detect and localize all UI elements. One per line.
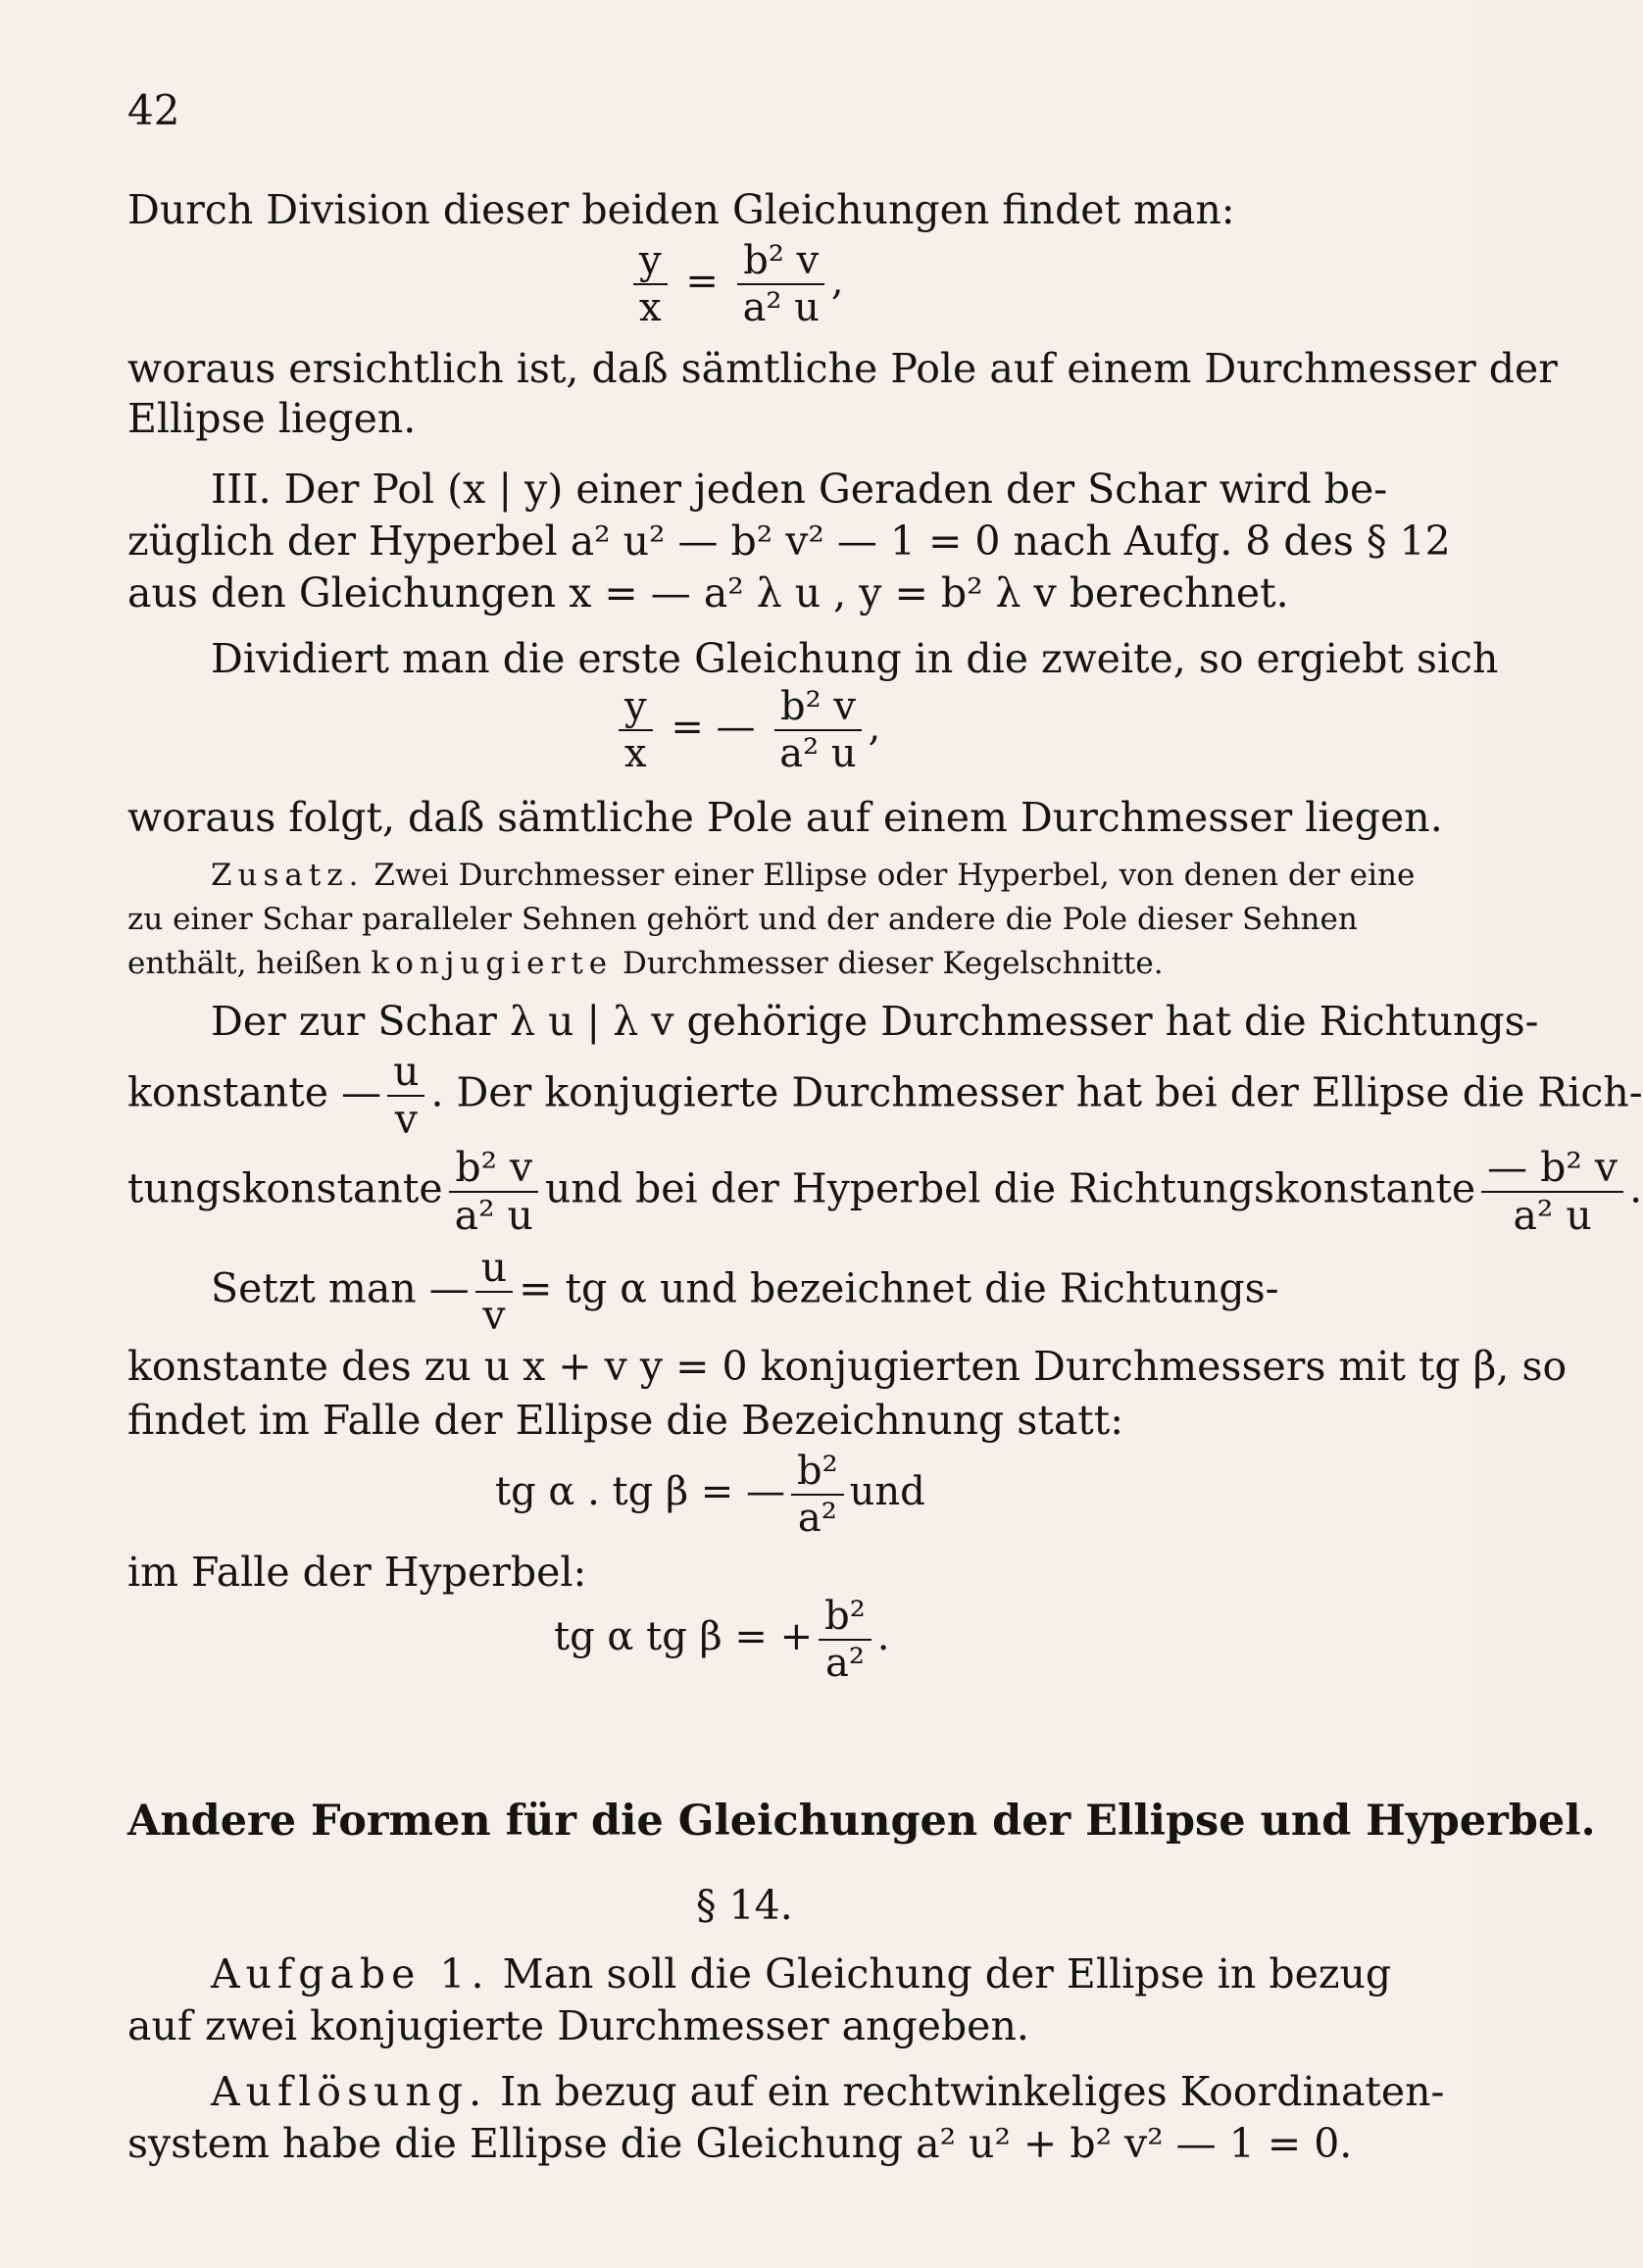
paragraph-line: züglich der Hyperbel a² u² — b² v² — 1 = 0 nach Aufg. 8 des § 12 (127, 518, 1451, 565)
paragraph-line: Setzt man — $\frac{u}{v}$ = tg α und bezeichnet die Richtungs- (211, 1244, 1279, 1340)
paragraph-line: im Falle der Hyperbel: (127, 1549, 587, 1596)
zusatz-line: enthält, heißen konjugierte Durchmesser dieser Kegelschnitte. (127, 946, 1164, 981)
aufloesung-label: Auflösung. (211, 2068, 488, 2115)
zusatz-label: Zusatz. (211, 858, 365, 893)
paragraph-line: woraus ersichtlich ist, daß sämtliche Pole auf einem Durchmesser der (127, 345, 1558, 392)
paragraph-line: konstante — $\frac{u}{v}$ . Der konjugierte Durchmesser hat bei der Ellipse die Rich- (127, 1048, 1643, 1144)
formula-4: tg α tg β = + $\frac{\text{b²}}{\text{a²}}$ . (554, 1594, 890, 1686)
paragraph-line: auf zwei konjugierte Durchmesser angeben. (127, 2002, 1029, 2049)
paragraph-line: Aufgabe 1. Man soll die Gleichung der Ellipse in bezug (211, 1950, 1392, 1997)
paragraph-line: findet im Falle der Ellipse die Bezeichnung statt: (127, 1397, 1124, 1444)
page-number: 42 (127, 86, 180, 134)
paragraph-line: Durch Division dieser beiden Gleichungen findet man: (127, 186, 1235, 233)
zusatz-line: Zusatz. Zwei Durchmesser einer Ellipse oder Hyperbel, von denen der eine (211, 858, 1416, 893)
paragraph-line: system habe die Ellipse die Gleichung a² u² + b² v² — 1 = 0. (127, 2120, 1353, 2167)
paragraph-line: aus den Gleichungen x = — a² λ u , y = b² λ v berechnet. (127, 569, 1289, 616)
paragraph-line: Dividiert man die erste Gleichung in die zweite, so ergiebt sich (211, 635, 1499, 682)
formula-2: $\frac{y}{x}$ = — $\frac{\text{b² v}}{\text{a² u}}$ , (613, 686, 880, 774)
paragraph-line: tungskonstante $\frac{\text{b² v}}{\text{a² u}}$ und bei der Hyperbel die Richtungskonstante $\frac{\text{— b² v}}{\text{a² u}}$ . (127, 1144, 1643, 1240)
formula-3: tg α . tg β = — $\frac{\text{b²}}{\text{a²}}$ und (495, 1449, 925, 1541)
zusatz-line: zu einer Schar paralleler Sehnen gehört und der andere die Pole dieser Sehnen (127, 902, 1358, 937)
section-number: § 14. (696, 1882, 793, 1929)
paragraph-line: Auflösung. In bezug auf ein rechtwinkeliges Koordinaten- (211, 2068, 1445, 2115)
paragraph-line: III. Der Pol (x | y) einer jeden Geraden der Schar wird be- (211, 466, 1388, 513)
aufgabe-label: Aufgabe 1. (211, 1950, 490, 1997)
paragraph-line: woraus folgt, daß sämtliche Pole auf einem Durchmesser liegen. (127, 794, 1443, 841)
paragraph-line: Ellipse liegen. (127, 395, 417, 442)
section-heading: Andere Formen für die Gleichungen der Ellipse und Hyperbel. (127, 1797, 1596, 1846)
formula-1: $\frac{y}{x}$ = $\frac{\text{b² v}}{\text{a² u}}$ , (627, 240, 844, 328)
paragraph-line: Der zur Schar λ u | λ v gehörige Durchmesser hat die Richtungs- (211, 998, 1539, 1045)
paragraph-line: konstante des zu u x + v y = 0 konjugierten Durchmessers mit tg β, so (127, 1343, 1568, 1390)
